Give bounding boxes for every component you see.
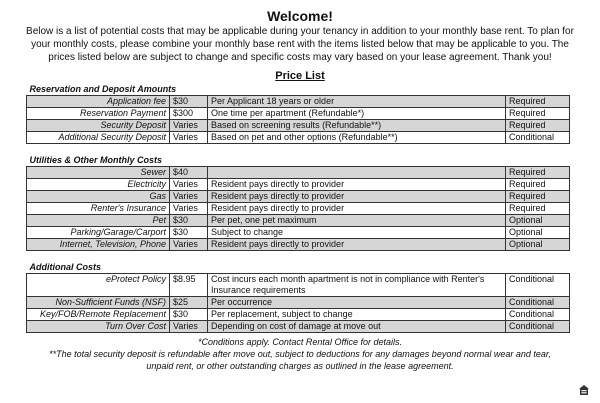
item-price: Varies: [170, 120, 208, 132]
item-name: Parking/Garage/Carport: [27, 227, 170, 239]
footnote-security-deposit: **The total security deposit is refundable after move out, subject to deductions for any damages beyond normal wear and tear, unpaid rent, or other outstanding charges as outlined in the lease agreement.: [49, 349, 551, 371]
item-price: Varies: [170, 203, 208, 215]
item-name: eProtect Policy: [27, 274, 170, 297]
item-price: $40: [170, 167, 208, 179]
item-status: Optional: [506, 227, 570, 239]
table-row: [27, 321, 570, 333]
item-description: Cost incurs each month apartment is not in compliance with Renter's Insurance requirements: [208, 274, 506, 297]
section-header: [27, 84, 570, 96]
item-description: Per replacement, subject to change: [208, 309, 506, 321]
item-price: $8.95: [170, 274, 208, 297]
item-description: Per occurrence: [208, 297, 506, 309]
table-row: [27, 227, 570, 239]
item-name: Electricity: [27, 179, 170, 191]
price-list-title: Price List: [275, 70, 325, 82]
table-row: [27, 132, 570, 144]
item-name: Reservation Payment: [27, 108, 170, 120]
item-price: Varies: [170, 191, 208, 203]
item-status: Required: [506, 203, 570, 215]
item-status: Required: [506, 96, 570, 108]
item-description: Resident pays directly to provider: [208, 191, 506, 203]
item-description: Depending on cost of damage at move out: [208, 321, 506, 333]
item-description: Resident pays directly to provider: [208, 179, 506, 191]
item-name: Application fee: [27, 96, 170, 108]
item-description: Based on pet and other options (Refundable**): [208, 132, 506, 144]
item-status: Conditional: [506, 321, 570, 333]
item-name: Pet: [27, 215, 170, 227]
page-title: Welcome!: [267, 8, 333, 24]
item-name: Gas: [27, 191, 170, 203]
table-row: [27, 191, 570, 203]
section-heading: Reservation and Deposit Amounts: [27, 84, 570, 96]
item-name: Security Deposit: [27, 120, 170, 132]
item-price: $300: [170, 108, 208, 120]
equal-housing-opportunity-icon: [578, 384, 590, 396]
table-row: [27, 309, 570, 321]
item-status: Optional: [506, 239, 570, 251]
table-row: [27, 203, 570, 215]
item-description: Based on screening results (Refundable**): [208, 120, 506, 132]
section-header: [27, 155, 570, 167]
item-status: Optional: [506, 215, 570, 227]
item-status: Required: [506, 179, 570, 191]
table-row: [27, 215, 570, 227]
item-status: Conditional: [506, 309, 570, 321]
item-status: Conditional: [506, 132, 570, 144]
item-description: Resident pays directly to provider: [208, 203, 506, 215]
section-header: [27, 262, 570, 274]
table-row: [27, 239, 570, 251]
item-price: $25: [170, 297, 208, 309]
table-row: [27, 108, 570, 120]
item-price: Varies: [170, 132, 208, 144]
item-description: Per pet, one pet maximum: [208, 215, 506, 227]
table-row: [27, 120, 570, 132]
section-heading: Additional Costs: [27, 262, 570, 274]
item-price: Varies: [170, 179, 208, 191]
footnotes: [0, 336, 600, 372]
item-price: $30: [170, 215, 208, 227]
item-name: Internet, Television, Phone: [27, 239, 170, 251]
item-description: Resident pays directly to provider: [208, 239, 506, 251]
item-description: Per Applicant 18 years or older: [208, 96, 506, 108]
item-name: Renter's Insurance: [27, 203, 170, 215]
table-row: [27, 274, 570, 297]
item-status: Required: [506, 167, 570, 179]
item-description: One time per apartment (Refundable*): [208, 108, 506, 120]
item-price: Varies: [170, 239, 208, 251]
item-name: Sewer: [27, 167, 170, 179]
intro-text: Below is a list of potential costs that may be applicable during your tenancy in addition to your monthly base rent. To plan for your monthly costs, please combine your monthly base rent with the items listed below that may be applicable to you. The prices listed below are subject to change and specific costs may vary based on your lease agreement. Thank you!: [26, 26, 574, 63]
item-status: Conditional: [506, 274, 570, 297]
table-row: [27, 96, 570, 108]
item-price: $30: [170, 227, 208, 239]
item-name: Non-Sufficient Funds (NSF): [27, 297, 170, 309]
item-name: Additional Security Deposit: [27, 132, 170, 144]
section-heading: Utilities & Other Monthly Costs: [27, 155, 570, 167]
item-status: Required: [506, 108, 570, 120]
table-row: [27, 297, 570, 309]
item-name: Turn Over Cost: [27, 321, 170, 333]
price-table: [26, 84, 570, 333]
table-row: [27, 167, 570, 179]
item-name: Key/FOB/Remote Replacement: [27, 309, 170, 321]
item-status: Conditional: [506, 297, 570, 309]
footnote-conditions: *Conditions apply. Contact Rental Office for details.: [198, 337, 402, 347]
item-price: Varies: [170, 321, 208, 333]
item-status: Required: [506, 120, 570, 132]
item-description: [208, 167, 506, 179]
item-status: Required: [506, 191, 570, 203]
item-price: $30: [170, 96, 208, 108]
item-price: $30: [170, 309, 208, 321]
table-row: [27, 179, 570, 191]
item-description: Subject to change: [208, 227, 506, 239]
